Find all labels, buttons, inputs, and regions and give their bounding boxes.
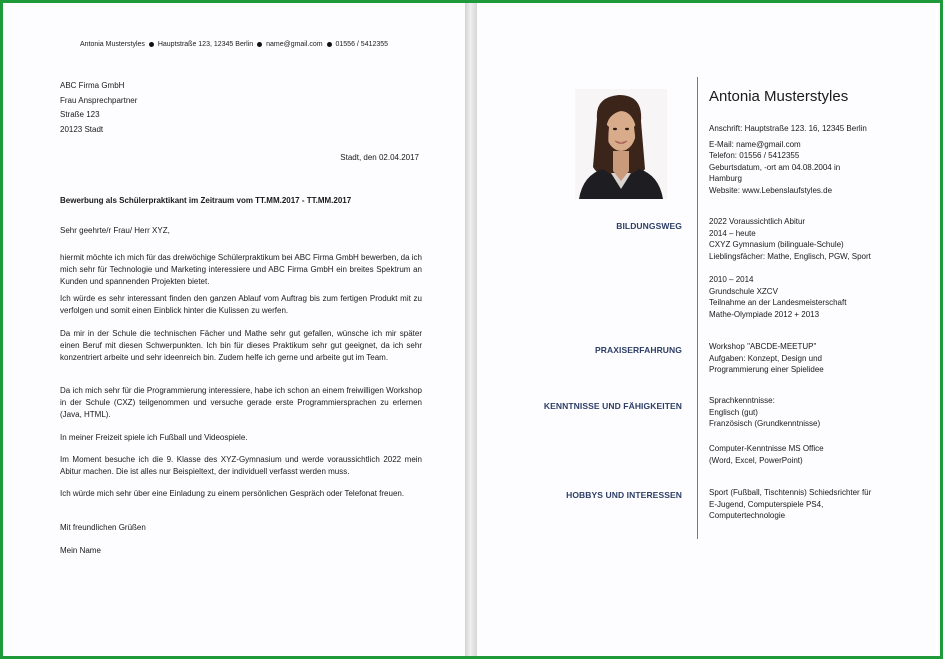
profile-photo bbox=[575, 89, 667, 199]
cv-divider-line bbox=[697, 77, 698, 539]
section-title-education: BILDUNGSWEG bbox=[616, 221, 682, 231]
section-title-skills: KENNTNISSE UND FÄHIGKEITEN bbox=[543, 401, 682, 411]
education-line: Lieblingsfächer: Mathe, Englisch, PGW, Sport bbox=[709, 251, 871, 261]
letter-date: Stadt, den 02.04.2017 bbox=[340, 153, 419, 162]
hobbies-line: Sport (Fußball, Tischtennis) Schiedsrichter für bbox=[709, 488, 872, 497]
letter-paragraph: In meiner Freizeit spiele ich Fußball und Videospiele. bbox=[60, 433, 248, 442]
letter-signature: Mein Name bbox=[60, 546, 101, 555]
contact-address: Anschrift: Hauptstraße 123. 16, 12345 Berlin bbox=[709, 124, 867, 133]
letter-closing: Mit freundlichen Grüßen bbox=[60, 523, 146, 532]
section-title-hobbies: HOBBYS UND INTERESSEN bbox=[566, 490, 682, 500]
portrait-image bbox=[575, 89, 667, 199]
section-title-practice: PRAXISERFAHRUNG bbox=[595, 345, 682, 355]
hobbies-line: Computertechnologie bbox=[709, 511, 786, 520]
sender-email: name@gmail.com bbox=[266, 41, 323, 48]
practice-entry bbox=[709, 341, 824, 376]
practice-line: Programmierung einer Spielidee bbox=[709, 365, 824, 374]
bullet-icon bbox=[149, 42, 154, 47]
skills-line: Französisch (Grundkenntnisse) bbox=[709, 419, 821, 428]
hobbies-entry bbox=[709, 487, 871, 522]
recipient-line: ABC Firma GmbH bbox=[60, 81, 125, 90]
skills-line: (Word, Excel, PowerPoint) bbox=[709, 455, 803, 465]
contact-website: Website: www.Lebenslaufstyles.de bbox=[709, 185, 833, 195]
sender-name: Antonia Musterstyles bbox=[79, 41, 145, 48]
education-line: 2022 Voraussichtlich Abitur bbox=[709, 217, 806, 226]
education-line: 2010 – 2014 bbox=[709, 275, 754, 284]
cv-contact bbox=[709, 123, 867, 196]
cv-page bbox=[477, 3, 940, 656]
sender-phone: 01556 / 5412355 bbox=[335, 41, 389, 48]
letter-paragraph: Ich würde es sehr interessant finden den ganzen Ablauf vom Auftrag bis zum fertigen Produkt mit zu verfolgen und somit einen Einblick hinter die Kulissen zu werfen. bbox=[60, 294, 422, 315]
contact-phone: Telefon: 01556 / 5412355 bbox=[709, 151, 800, 160]
letter-paragraph: Da mir in der Schule die technischen Fächer und Mathe sehr gut gefallen, wünsche ich mir später einen Beruf mit diesen Schwerpunkten. Ich bin für dieses Praktikum sehr gut geeignet, da ich sehr konzentriert arbeite und sehr ideenreich bin. Zudem helfe ich gerne und arbeite gut im Team. bbox=[60, 329, 422, 362]
bullet-icon bbox=[257, 42, 262, 47]
sender-line bbox=[3, 39, 465, 51]
education-line: Grundschule XZCV bbox=[709, 286, 778, 296]
recipient-line: 20123 Stadt bbox=[60, 124, 104, 134]
recipient-line: Straße 123 bbox=[60, 110, 100, 119]
contact-email: E-Mail: name@gmail.com bbox=[709, 139, 801, 149]
letter-greeting: Sehr geehrte/r Frau/ Herr XYZ, bbox=[60, 226, 170, 235]
cover-letter-page bbox=[3, 3, 465, 656]
bullet-icon bbox=[327, 42, 332, 47]
education-entry bbox=[709, 216, 871, 262]
recipient-address bbox=[60, 79, 137, 137]
education-line: CXYZ Gymnasium (bilinguale-Schule) bbox=[709, 240, 844, 249]
skills-line: Sprachkenntnisse: bbox=[709, 396, 775, 405]
skills-line: Englisch (gut) bbox=[709, 407, 758, 417]
skills-line: Computer-Kenntnisse MS Office bbox=[709, 444, 824, 453]
letter-paragraph: Im Moment besuche ich die 9. Klasse des XYZ-Gymnasium und werde voraussichtlich 2022 mein Abitur machen. Die ist alles nur Beispieltext, der individuell verfasst werden muss. bbox=[60, 455, 422, 476]
letter-paragraph: hiermit möchte ich mich für das dreiwöchige Schülerpraktikum bei ABC Firma GmbH bewerben, da ich mich sehr für Technologie und Marketing interessiere und ABC Firma GmbH ein breites Spektrum an Kunden und spannenden Projekten bietet. bbox=[60, 253, 422, 286]
education-entry bbox=[709, 274, 846, 320]
recipient-line: Frau Ansprechpartner bbox=[60, 95, 138, 105]
contact-birth-city: Hamburg bbox=[709, 174, 742, 183]
letter-paragraph: Ich würde mich sehr über eine Einladung zu einem persönlichen Gespräch oder Telefonat freuen. bbox=[60, 489, 405, 498]
skills-computer bbox=[709, 443, 824, 466]
practice-line: Aufgaben: Konzept, Design und bbox=[709, 353, 822, 363]
contact-birth: Geburtsdatum, -ort am 04.08.2004 in bbox=[709, 162, 841, 172]
hobbies-line: E-Jugend, Computerspiele PS4, bbox=[709, 499, 824, 509]
document-spread bbox=[3, 3, 940, 656]
letter-paragraph: Da ich mich sehr für die Programmierung interessiere, habe ich schon an einem freiwilligen Workshop in der Schule (CXZ) teilgenommen und versuche gerade erste Programmiersprachen zu erlernen (Java, HTML). bbox=[60, 386, 422, 419]
skills-languages bbox=[709, 395, 820, 430]
education-line: 2014 – heute bbox=[709, 228, 756, 238]
sender-address: Hauptstraße 123, 12345 Berlin bbox=[157, 41, 254, 48]
practice-line: Workshop "ABCDE-MEETUP" bbox=[709, 342, 817, 351]
education-line: Teilnahme an der Landesmeisterschaft bbox=[709, 298, 847, 307]
page-gutter bbox=[465, 3, 477, 656]
letter-subject: Bewerbung als Schülerpraktikant im Zeitraum vom TT.MM.2017 - TT.MM.2017 bbox=[60, 196, 352, 205]
education-line: Mathe-Olympiade 2012 + 2013 bbox=[709, 309, 820, 319]
cv-name: Antonia Musterstyles bbox=[709, 88, 849, 105]
